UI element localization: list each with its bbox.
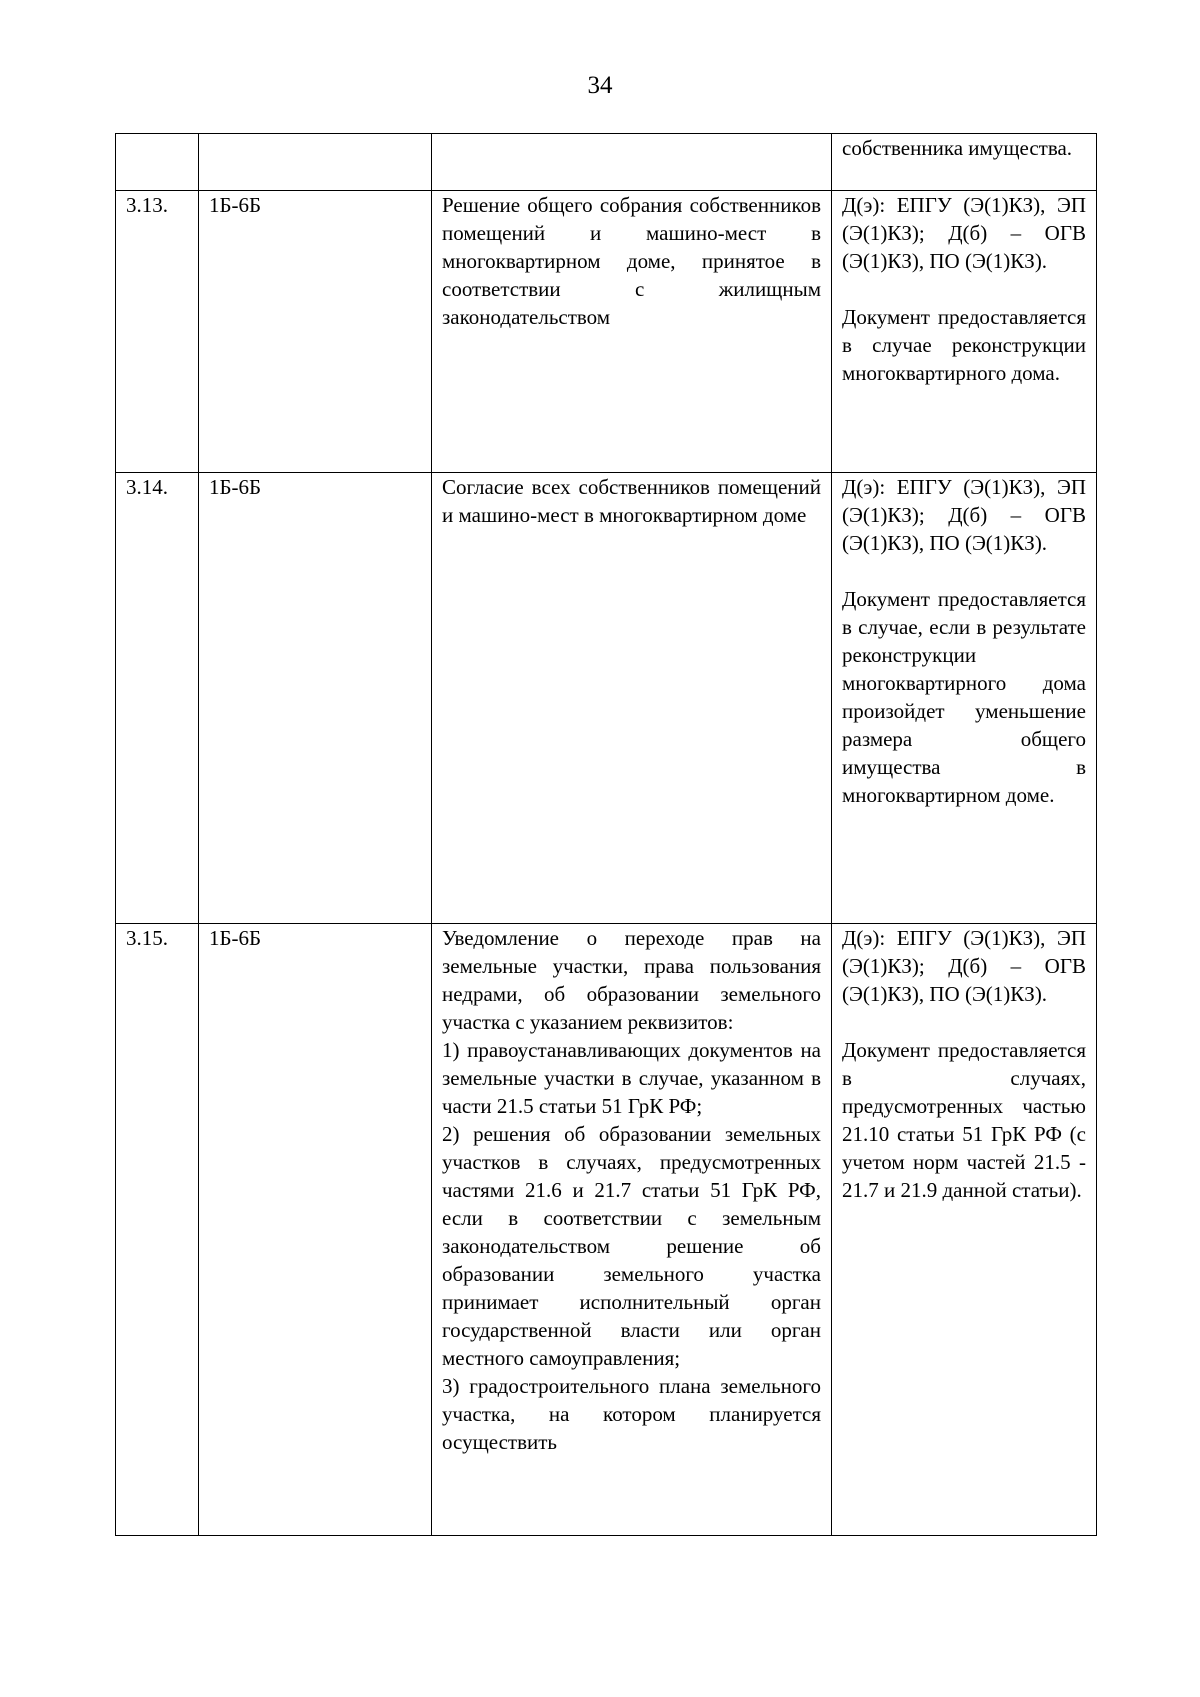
table-row xyxy=(116,924,1097,1536)
row-note xyxy=(832,924,1097,1536)
row-name xyxy=(432,134,832,191)
name-list-item: 2) решения об образовании земельных участков в случаях, предусмотренных частями 21.6 и 21.7 статьи 51 ГрК РФ, если в соответствии с земельным законодательством решение об образовании земельного участка принимает исполнительный орган государственной власти или орган местного самоуправления; xyxy=(442,1122,821,1370)
table-row xyxy=(116,191,1097,473)
note-paragraph: Д(э): ЕПГУ (Э(1)КЗ), ЭП (Э(1)КЗ); Д(б) – ОГВ (Э(1)КЗ), ПО (Э(1)КЗ). xyxy=(842,475,1086,555)
note-paragraph: Д(э): ЕПГУ (Э(1)КЗ), ЭП (Э(1)КЗ); Д(б) – ОГВ (Э(1)КЗ), ПО (Э(1)КЗ). xyxy=(842,193,1086,273)
row-note xyxy=(832,134,1097,191)
row-note xyxy=(832,191,1097,473)
name-list-item: 3) градостроительного плана земельного участка, на котором планируется осуществить xyxy=(442,1374,821,1454)
documents-table xyxy=(115,133,1097,1536)
name-paragraph: Уведомление о переходе прав на земельные участки, права пользования недрами, об образовании земельного участка с указанием реквизитов: xyxy=(442,926,821,1034)
note-paragraph: Документ предоставляется в случае, если в результате реконструкции многоквартирного дома произойдет уменьшение размера общего имущества в многоквартирном доме. xyxy=(842,587,1086,807)
row-name xyxy=(432,924,832,1536)
note-paragraph: собственника имущества. xyxy=(842,136,1073,160)
note-paragraph: Документ предоставляется в случае реконструкции многоквартирного дома. xyxy=(842,305,1086,385)
table-row xyxy=(116,473,1097,924)
row-note xyxy=(832,473,1097,924)
row-code xyxy=(199,134,432,191)
row-number: 3.14. xyxy=(116,473,199,924)
row-name: Согласие всех собственников помещений и машино-мест в многоквартирном доме xyxy=(432,473,832,924)
note-paragraph: Документ предоставляется в случаях, предусмотренных частью 21.10 статьи 51 ГрК РФ (с учетом норм частей 21.5 - 21.7 и 21.9 данной статьи). xyxy=(842,1038,1086,1202)
row-name: Решение общего собрания собственников помещений и машино-мест в многоквартирном доме, принятое в соответствии с жилищным законодательством xyxy=(432,191,832,473)
row-code: 1Б-6Б xyxy=(199,191,432,473)
note-paragraph: Д(э): ЕПГУ (Э(1)КЗ), ЭП (Э(1)КЗ); Д(б) – ОГВ (Э(1)КЗ), ПО (Э(1)КЗ). xyxy=(842,926,1086,1006)
row-code: 1Б-6Б xyxy=(199,473,432,924)
page-number: 34 xyxy=(587,72,613,99)
row-number: 3.13. xyxy=(116,191,199,473)
name-list-item: 1) правоустанавливающих документов на земельные участки в случае, указанном в части 21.5 статьи 51 ГрК РФ; xyxy=(442,1038,821,1118)
row-number xyxy=(116,134,199,191)
row-number: 3.15. xyxy=(116,924,199,1536)
table-row xyxy=(116,134,1097,191)
row-code: 1Б-6Б xyxy=(199,924,432,1536)
